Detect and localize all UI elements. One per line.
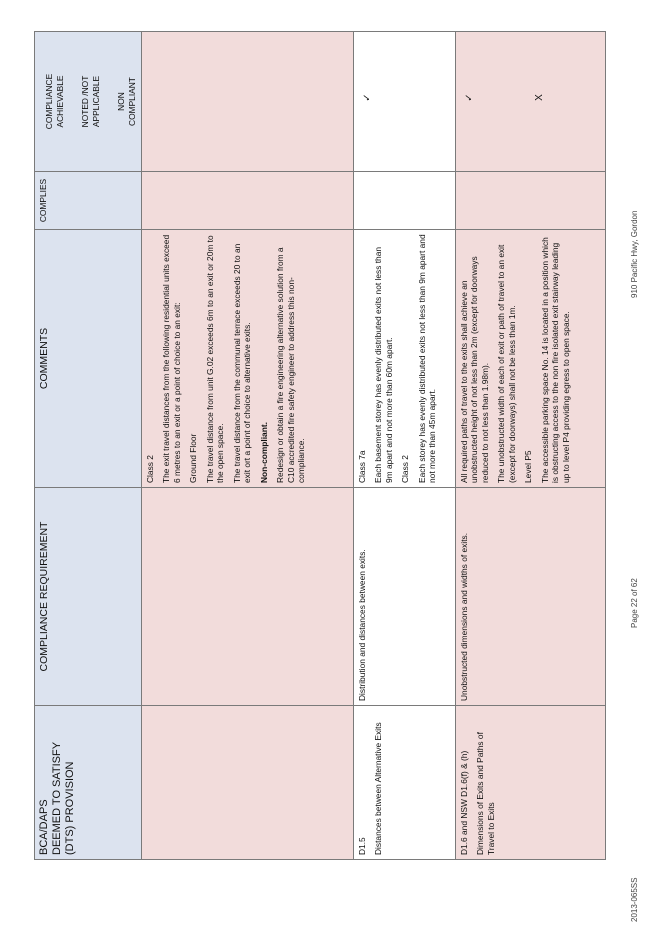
table-row [353, 32, 455, 860]
provision-cell [455, 706, 605, 860]
header-requirement: COMPLIANCE REQUIREMENT [35, 488, 142, 706]
comment-paragraph: The travel distance from the communal terrace exceeds 20 to an exit ort a point of choice to alternative exits. [231, 243, 253, 483]
achievable-mark: ✓ [361, 93, 373, 102]
comment-paragraph: The exit travel distances from the following residential units exceed 6 metres to an exit or a point of choice to an exit: [161, 234, 182, 483]
comment-paragraph: Class 7a [356, 450, 367, 483]
provision-code: D1.6 and NSW D1.6(f) & (h) [458, 750, 469, 855]
requirement-cell [141, 488, 353, 706]
provision-title: Distances between Alternative Exits [373, 722, 384, 855]
header-complies: COMPLIES [35, 172, 142, 230]
header-status [35, 32, 142, 172]
footer-doc-number: 2013-065SS [630, 877, 639, 922]
comment-paragraph: Ground Floor [188, 433, 199, 483]
footer-page-number: Page 22 of 62 [630, 578, 639, 628]
header-comments: COMMENTS [35, 230, 142, 488]
comment-paragraph: All required paths of travel to the exits shall achieve an unobstructed height of not less than 2m (except for doorways reduced to not less than 1.98m). [458, 256, 490, 483]
comment-paragraph: The accessible parking space No. 14 is located in a position which is obstructing access to the non fire isolated exit stairway leading up to level P4 providing egress to open space. [539, 237, 571, 483]
header-non-compliant: NON COMPLIANT [115, 77, 137, 126]
status-cell [455, 32, 605, 172]
comments-cell [353, 230, 455, 488]
comments-cell [141, 230, 353, 488]
status-cell [141, 32, 353, 172]
provision-title: Dimensions of Exits and Paths of Travel to Exits [475, 732, 496, 855]
requirement-cell: Unobstructed dimensions and widths of exits. [455, 488, 605, 706]
comments-cell [455, 230, 605, 488]
comment-paragraph: Redesign or obtain a fire engineering alternative solution from a C10 accredited fire safety engineer to address this non-compliance. [275, 247, 307, 483]
provision-cell [141, 706, 353, 860]
compliance-table [34, 31, 606, 860]
comment-paragraph: The unobstructed width of each of exit or path of travel to an exit (except for doorways) shall not be less than 1m. [496, 244, 517, 483]
achievable-mark: ✓ [463, 93, 475, 102]
table-row [455, 32, 605, 860]
footer-address: 910 Pacific Hwy, Gordon [630, 210, 639, 298]
comment-paragraph: Each storey has evenly distributed exits not less than 9m apart and not more than 45m apart. [416, 234, 438, 483]
comment-paragraph: Level P5 [523, 450, 534, 483]
complies-cell [141, 172, 353, 230]
complies-cell [353, 172, 455, 230]
comment-paragraph: Class 2 [144, 455, 155, 483]
header-noted: NOTED /NOT APPLICABLE [79, 75, 101, 128]
table-row [141, 32, 353, 860]
comment-paragraph: Each basement storey has evenly distributed exits not less than 9m apart and not more than 60m apart. [373, 246, 394, 483]
requirement-cell: Distribution and distances between exits. [353, 488, 455, 706]
header-achievable: COMPLIANCE ACHIEVABLE [44, 73, 65, 130]
complies-cell [455, 172, 605, 230]
comment-paragraph: Class 2 [400, 455, 411, 483]
comment-paragraph: The travel distance from unit G.02 exceeds 6m to an exit or 20m to the open space. [204, 235, 226, 483]
comment-paragraph: Non-compliant. [258, 422, 269, 483]
header-row [35, 32, 142, 860]
non-compliant-mark: X [533, 94, 545, 101]
provision-code: D1.5 [356, 837, 367, 855]
header-provision: BCA/DAPS DEEMED TO SATISFY (DTS) PROVISION [35, 706, 142, 860]
provision-cell [353, 706, 455, 860]
status-cell [353, 32, 455, 172]
